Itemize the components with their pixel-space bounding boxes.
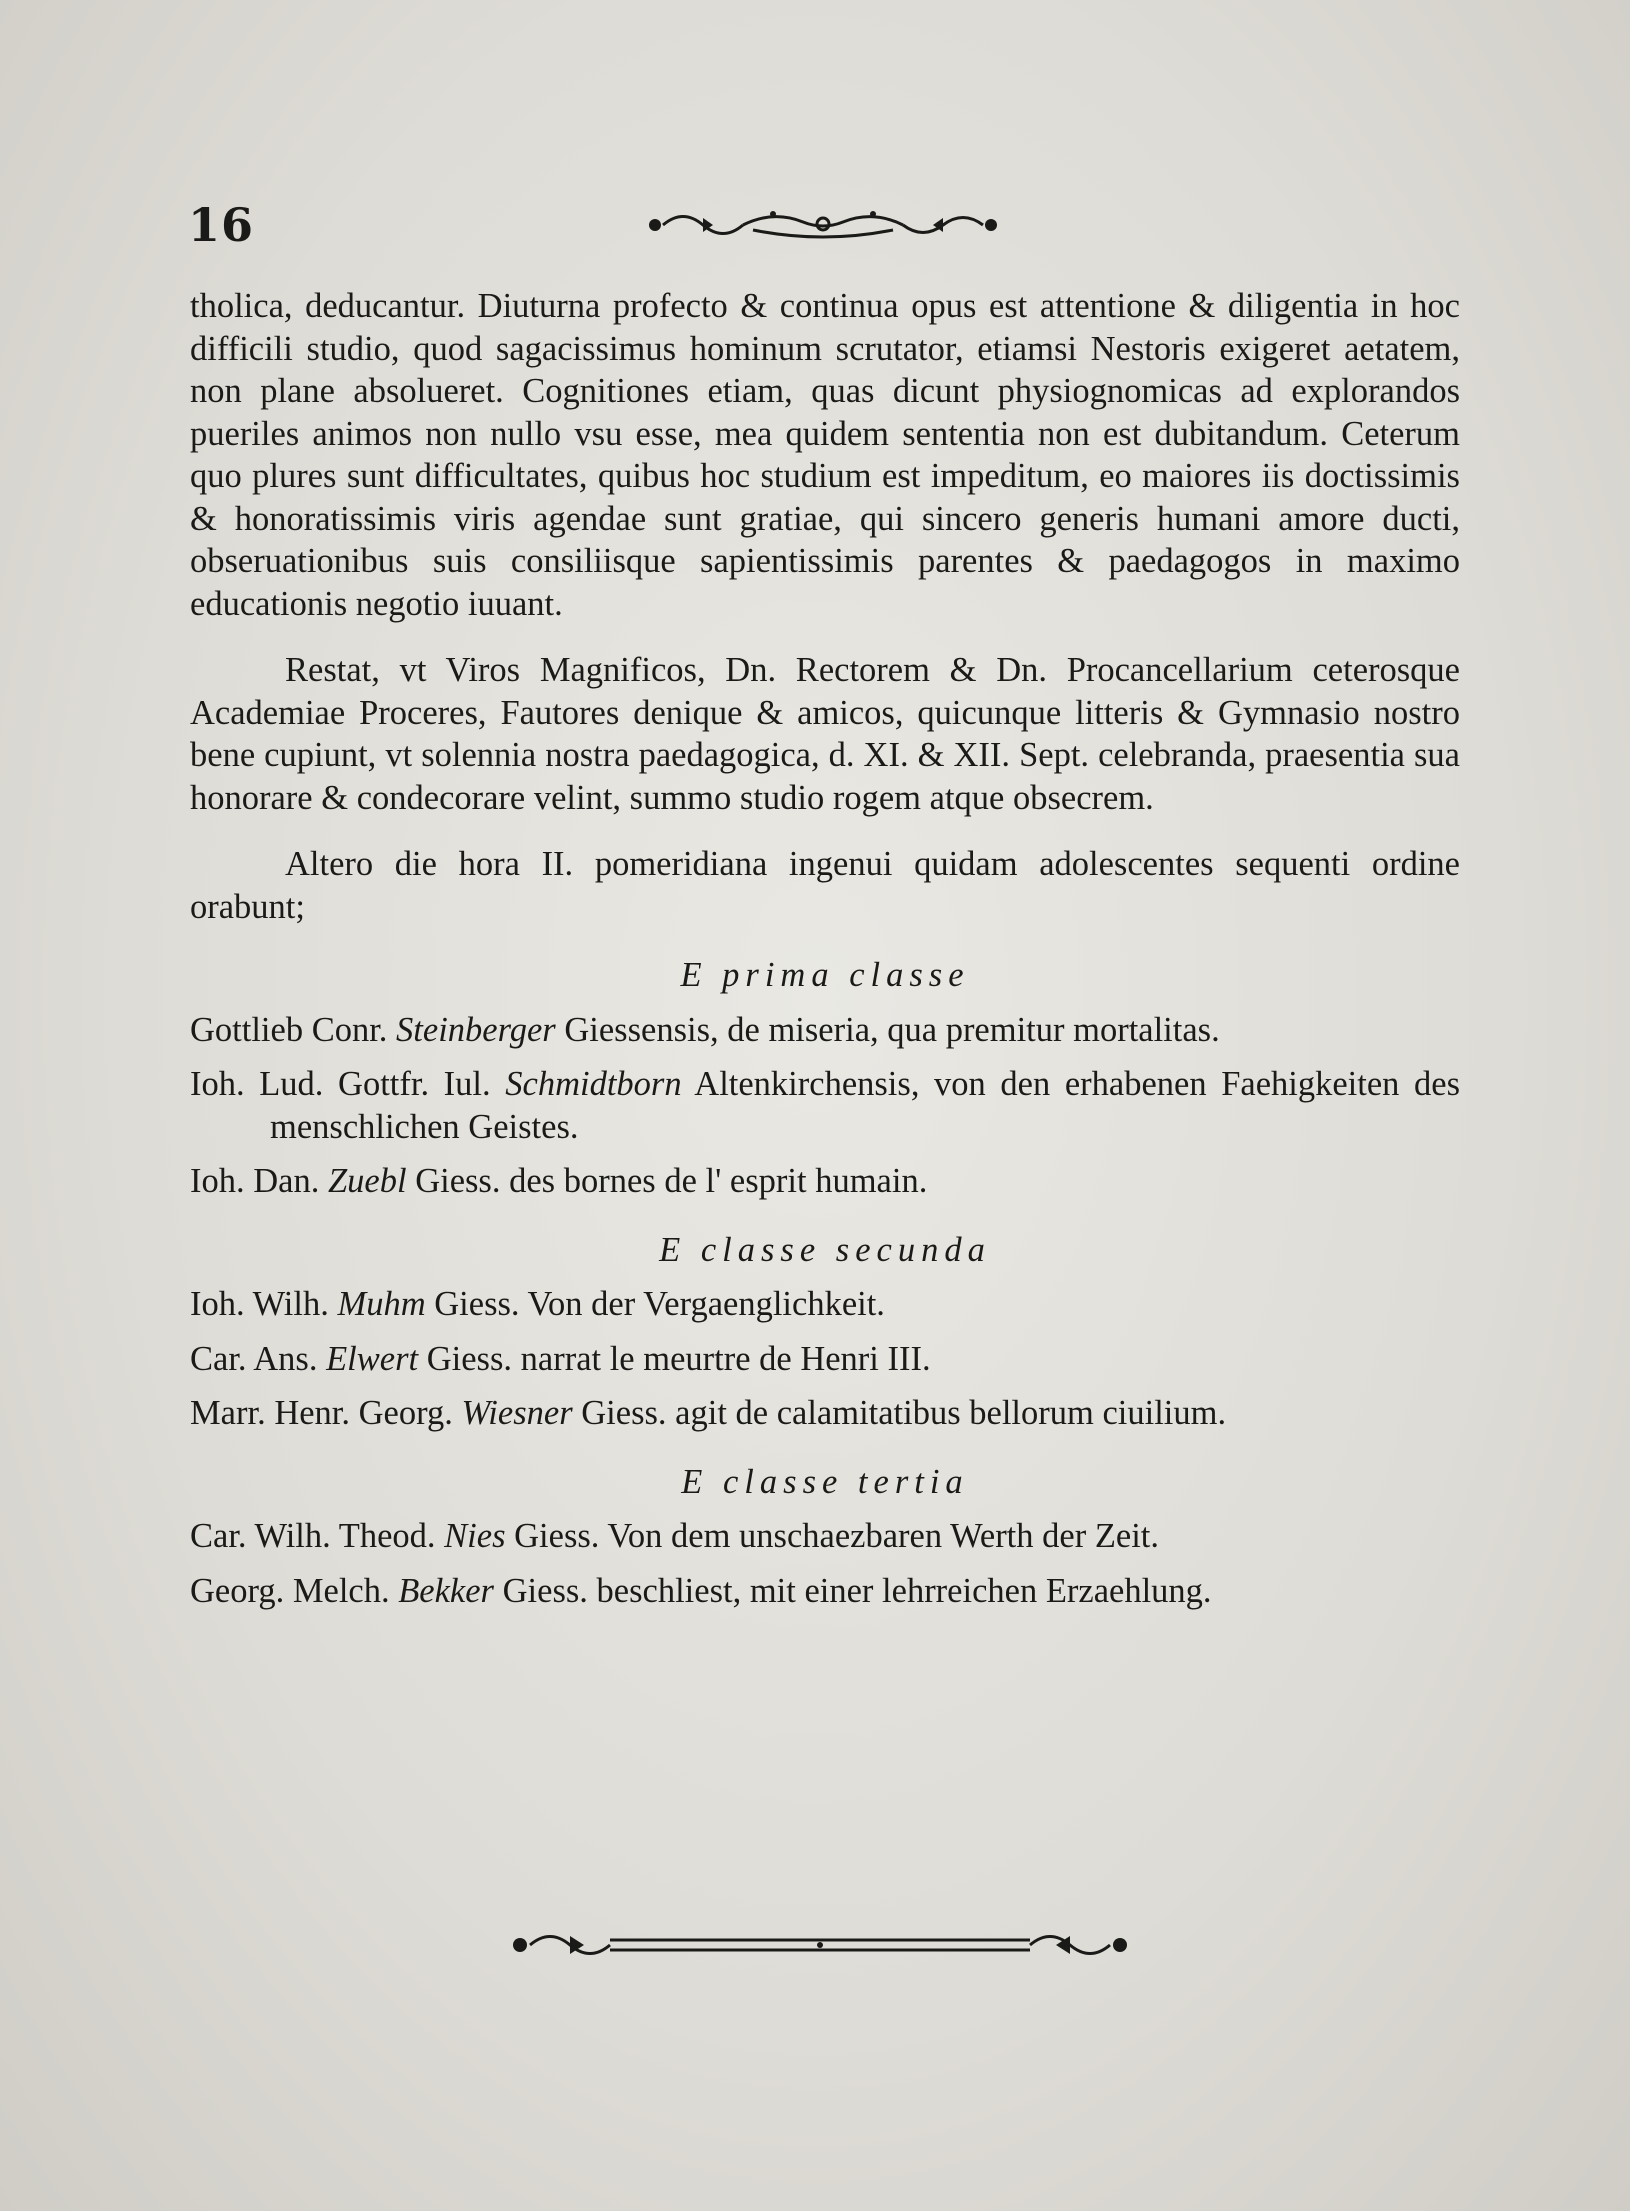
class-heading-prima: E prima classe: [680, 956, 970, 994]
speaker-entry: Car. Wilh. Theod. Nies Giess. Von dem unschaezbaren Werth der Zeit.: [190, 1517, 1159, 1555]
speaker-entry: Car. Ans. Elwert Giess. narrat le meurtre de Henri III.: [190, 1339, 931, 1378]
paragraph-2: Restat, vt Viros Magnificos, Dn. Rectorem & Dn. Procancellarium ceterosque Academiae Proceres, Fautores denique & amicos, quicunque litteris & Gymnasio nostro bene cupiunt, vt solennia nostra paedagogica, d. XI. & XII. Sept. celebranda, praesentia sua honorare & condecorare velint, summo studio rogem atque obsecrem.: [190, 651, 1460, 817]
class-heading-secunda: E classe secunda: [659, 1230, 991, 1269]
paragraph-3: Altero die hora II. pomeridiana ingenui quidam adolescentes sequenti ordine orabunt;: [190, 845, 1460, 926]
ornament-top-icon: [643, 200, 1003, 250]
speaker-entry: Ioh. Lud. Gottfr. Iul. Schmidtborn Altenkirchensis, von den erhabenen Faehigkeiten des menschlichen Geistes.: [190, 1065, 1460, 1146]
speaker-entry: Gottlieb Conr. Steinberger Giessensis, de miseria, qua premitur mortalitas.: [190, 1010, 1220, 1049]
class-heading-tertia: E classe tertia: [681, 1462, 969, 1501]
page-text: [190, 285, 1460, 1612]
ornament-bottom-icon: [500, 1920, 1140, 1970]
page-header: [188, 198, 1468, 258]
speaker-entry: Ioh. Wilh. Muhm Giess. Von der Vergaenglichkeit.: [190, 1285, 885, 1323]
speaker-entry: Georg. Melch. Bekker Giess. beschliest, mit einer lehrreichen Erzaehlung.: [190, 1571, 1212, 1610]
page-number: 16: [188, 198, 255, 252]
speaker-entry: Marr. Henr. Georg. Wiesner Giess. agit de calamitatibus bellorum ciuilium.: [190, 1394, 1227, 1432]
speaker-entry: Ioh. Dan. Zuebl Giess. des bornes de l' esprit humain.: [190, 1162, 928, 1200]
paragraph-1: tholica, deducantur. Diuturna profecto & continua opus est attentione & diligentia in hoc difficili studio, quod sagacissimus hominum scrutator, etiamsi Nestoris exigeret aetatem, non plane absolueret. Cognitiones etiam, quas dicunt physiognomicas ad explorandos pueriles animos non nullo vsu esse, mea quidem sententia non est dubitandum. Ceterum quo plures sunt difficultates, quibus hoc studium est impeditum, eo maiores iis doctissimis & honoratissimis viris agendae sunt gratiae, qui sincero generis humani amore ducti, obseruationibus suis consiliisque sapientissimis parentes & paedagogos in maximo educationis negotio iuuant.: [190, 287, 1460, 623]
